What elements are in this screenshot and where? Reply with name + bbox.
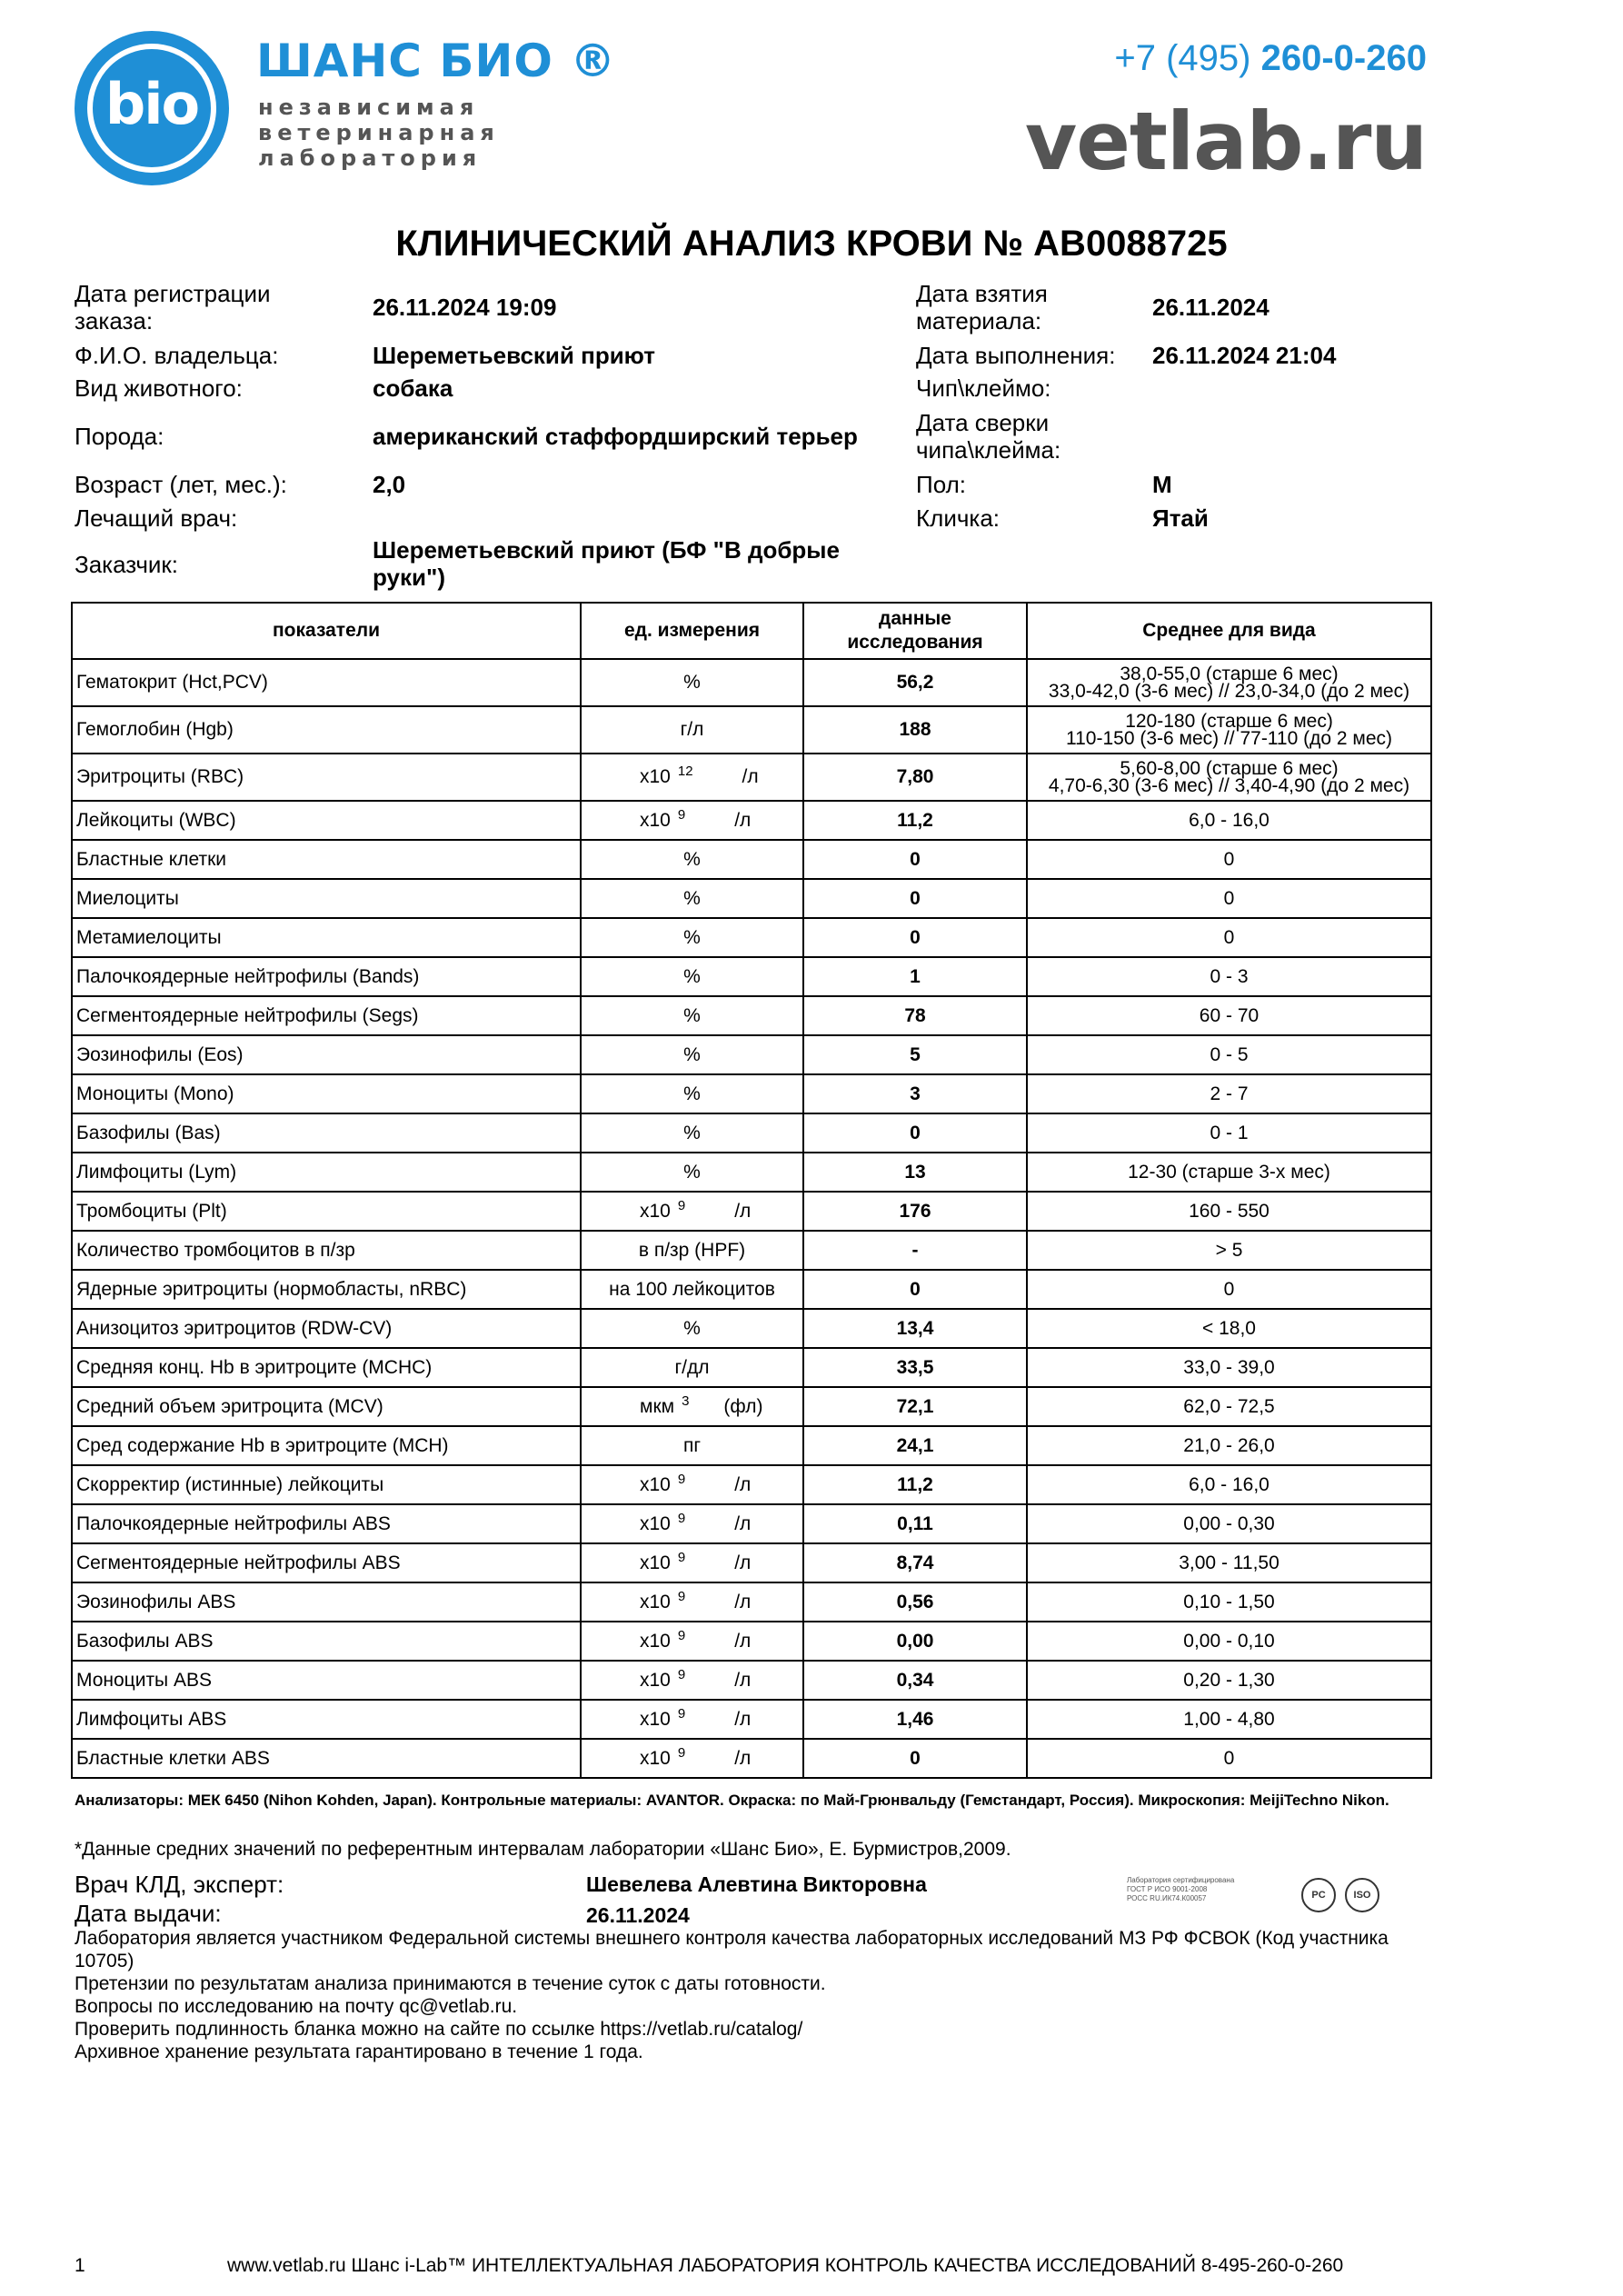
table-row xyxy=(72,1192,1431,1231)
info-value-sex: М xyxy=(1152,471,1172,498)
parameter-name: Скорректир (истинные) лейкоциты xyxy=(72,1465,581,1504)
unit-cell: пг xyxy=(581,1426,803,1465)
table-row xyxy=(72,1035,1431,1074)
results-table xyxy=(71,602,1432,1779)
unit-cell xyxy=(581,1661,803,1700)
unit-cell: % xyxy=(581,996,803,1035)
result-value: - xyxy=(803,1231,1027,1270)
column-header-parameter: показатели xyxy=(72,603,581,659)
unit-exponent: 9 xyxy=(677,1197,686,1213)
info-label-chip-check: Дата сверки чипа\клейма: xyxy=(916,409,1061,464)
reference-range: 6,0 - 16,0 xyxy=(1027,1465,1431,1504)
footer-archive: Архивное хранение результата гарантировано в течение 1 года. xyxy=(75,2041,643,2062)
unit-per: /л xyxy=(734,1512,752,1534)
document-title: КЛИНИЧЕСКИЙ АНАЛИЗ КРОВИ № AB0088725 xyxy=(395,224,1228,264)
reference-range: 60 - 70 xyxy=(1027,996,1431,1035)
info-value-registration: 26.11.2024 19:09 xyxy=(373,294,557,321)
pct-certification-mark: PC xyxy=(1301,1878,1336,1912)
unit-per: /л xyxy=(734,1708,752,1730)
issue-date-label: Дата выдачи: xyxy=(75,1900,222,1927)
unit-cell xyxy=(581,801,803,840)
website-link[interactable]: vetlab.ru xyxy=(1024,95,1427,188)
analyzers-note: Анализаторы: МЕК 6450 (Nihon Kohden, Japan). Контрольные материалы: AVANTOR. Окраска: по Май-Грюнвальду (Гемстандарт, Россия). Микроскопия: MeijiTechno Nikon. xyxy=(75,1792,1389,1809)
info-label-registration: Дата регистрации заказа: xyxy=(75,280,271,334)
unit-per: /л xyxy=(734,1552,752,1573)
certification-block xyxy=(1127,1874,1418,1916)
reference-range: 6,0 - 16,0 xyxy=(1027,801,1431,840)
parameter-name: Тромбоциты (Plt) xyxy=(72,1192,581,1231)
info-value-sampling-date: 26.11.2024 xyxy=(1152,294,1270,321)
result-value: 0 xyxy=(803,1270,1027,1309)
info-label-chip: Чип\клеймо: xyxy=(916,374,1051,402)
result-value: 1 xyxy=(803,957,1027,996)
result-value: 0,00 xyxy=(803,1622,1027,1661)
unit-cell: % xyxy=(581,1035,803,1074)
result-value: 7,80 xyxy=(803,754,1027,801)
table-row xyxy=(72,1543,1431,1582)
unit-cell: % xyxy=(581,840,803,879)
table-row xyxy=(72,1387,1431,1426)
info-label-owner: Ф.И.О. владельца: xyxy=(75,342,279,369)
info-label-completion-date: Дата выполнения: xyxy=(916,342,1116,369)
unit-cell xyxy=(581,754,803,801)
result-value: 24,1 xyxy=(803,1426,1027,1465)
parameter-name: Миелоциты xyxy=(72,879,581,918)
result-value: 5 xyxy=(803,1035,1027,1074)
unit-cell: % xyxy=(581,1074,803,1113)
unit-cell: % xyxy=(581,1113,803,1153)
reference-range: 0,00 - 0,30 xyxy=(1027,1504,1431,1543)
parameter-name: Метамиелоциты xyxy=(72,918,581,957)
parameter-name: Лейкоциты (WBC) xyxy=(72,801,581,840)
unit-cell xyxy=(581,1700,803,1739)
parameter-name: Сегментоядерные нейтрофилы ABS xyxy=(72,1543,581,1582)
info-value-customer: Шереметьевский приют (БФ "В добрые руки") xyxy=(373,536,840,591)
unit-exponent: 9 xyxy=(677,1471,686,1487)
parameter-name: Гематокрит (Hct,PCV) xyxy=(72,659,581,706)
table-row xyxy=(72,1465,1431,1504)
phone-main: 260-0-260 xyxy=(1260,38,1427,78)
unit-cell: на 100 лейкоцитов xyxy=(581,1270,803,1309)
reference-range: 0,20 - 1,30 xyxy=(1027,1661,1431,1700)
page-number: 1 xyxy=(75,2255,85,2276)
parameter-name: Гемоглобин (Hgb) xyxy=(72,706,581,754)
unit-base: x10 xyxy=(640,1630,671,1652)
result-value: 11,2 xyxy=(803,1465,1027,1504)
reference-range: 2 - 7 xyxy=(1027,1074,1431,1113)
info-value-completion-date: 26.11.2024 21:04 xyxy=(1152,342,1337,369)
unit-cell xyxy=(581,1582,803,1622)
reference-range: 1,00 - 4,80 xyxy=(1027,1700,1431,1739)
table-row xyxy=(72,1622,1431,1661)
unit-base: x10 xyxy=(640,1552,671,1573)
table-row xyxy=(72,1661,1431,1700)
unit-base: x10 xyxy=(640,1669,671,1691)
parameter-name: Ядерные эритроциты (нормобласты, nRBC) xyxy=(72,1270,581,1309)
reference-range: 62,0 - 72,5 xyxy=(1027,1387,1431,1426)
unit-per: /л xyxy=(734,1591,752,1612)
parameter-name: Средняя конц. Hb в эритроците (MCHC) xyxy=(72,1348,581,1387)
info-label-species: Вид животного: xyxy=(75,374,243,402)
issue-date-value: 26.11.2024 xyxy=(586,1903,690,1927)
table-row xyxy=(72,754,1431,801)
table-row xyxy=(72,706,1431,754)
parameter-name: Бластные клетки xyxy=(72,840,581,879)
unit-exponent: 9 xyxy=(677,806,686,823)
table-row xyxy=(72,1504,1431,1543)
reference-range: 5,60-8,00 (старше 6 мес) 4,70-6,30 (3-6 мес) // 3,40-4,90 (до 2 мес) xyxy=(1027,754,1431,801)
unit-exponent: 12 xyxy=(677,764,693,779)
info-value-breed: американский стаффордширский терьер xyxy=(373,423,858,450)
info-label-breed: Порода: xyxy=(75,423,164,450)
result-value: 0 xyxy=(803,918,1027,957)
reference-range: 160 - 550 xyxy=(1027,1192,1431,1231)
info-label-customer: Заказчик: xyxy=(75,551,179,578)
unit-exponent: 9 xyxy=(677,1744,686,1761)
parameter-name: Лимфоциты ABS xyxy=(72,1700,581,1739)
table-row xyxy=(72,879,1431,918)
unit-per: (фл) xyxy=(723,1395,763,1417)
table-row xyxy=(72,1309,1431,1348)
result-value: 176 xyxy=(803,1192,1027,1231)
unit-base: x10 xyxy=(640,1591,671,1612)
brand-subtitle-line: ветеринарная xyxy=(258,120,500,145)
info-value-owner: Шереметьевский приют xyxy=(373,342,655,369)
result-value: 188 xyxy=(803,706,1027,754)
reference-range: 0 xyxy=(1027,1270,1431,1309)
reference-range: 0 xyxy=(1027,918,1431,957)
phone-number[interactable] xyxy=(1114,38,1427,79)
parameter-name: Средний объем эритроцита (MCV) xyxy=(72,1387,581,1426)
logo-text: bio xyxy=(105,71,199,137)
unit-per: /л xyxy=(734,1473,752,1495)
table-row xyxy=(72,996,1431,1035)
result-value: 78 xyxy=(803,996,1027,1035)
table-row xyxy=(72,1113,1431,1153)
unit-base: x10 xyxy=(640,766,671,787)
info-label-nickname: Кличка: xyxy=(916,504,1001,532)
parameter-name: Базофилы (Bas) xyxy=(72,1113,581,1153)
unit-cell: % xyxy=(581,1309,803,1348)
unit-per: /л xyxy=(734,809,752,831)
table-row xyxy=(72,1074,1431,1113)
unit-per: /л xyxy=(734,1200,752,1222)
reference-range: 12-30 (старше 3-х мес) xyxy=(1027,1153,1431,1192)
reference-range: 0,10 - 1,50 xyxy=(1027,1582,1431,1622)
result-value: 0,34 xyxy=(803,1661,1027,1700)
footer-claims: Претензии по результатам анализа принимаются в течение суток с даты готовности. xyxy=(75,1973,826,1994)
result-value: 0 xyxy=(803,1113,1027,1153)
column-header-unit: ед. измерения xyxy=(581,603,803,659)
info-value-nickname: Ятай xyxy=(1152,504,1209,532)
result-value: 0 xyxy=(803,840,1027,879)
result-value: 3 xyxy=(803,1074,1027,1113)
reference-range: 0 - 5 xyxy=(1027,1035,1431,1074)
page-footer-text: www.vetlab.ru Шанс i-Lab™ ИНТЕЛЛЕКТУАЛЬНАЯ ЛАБОРАТОРИЯ КОНТРОЛЬ КАЧЕСТВА ИССЛЕДОВАНИЙ 8-495-260-0-260 xyxy=(227,2255,1344,2276)
unit-cell xyxy=(581,1622,803,1661)
info-label-age: Возраст (лет, мес.): xyxy=(75,471,287,498)
unit-cell xyxy=(581,1192,803,1231)
parameter-name: Моноциты (Mono) xyxy=(72,1074,581,1113)
result-value: 13,4 xyxy=(803,1309,1027,1348)
reference-range: 0 xyxy=(1027,879,1431,918)
table-row xyxy=(72,1700,1431,1739)
brand-subtitle-line: независимая xyxy=(258,95,480,120)
reference-range: 0 - 1 xyxy=(1027,1113,1431,1153)
expert-name: Шевелева Алевтина Викторовна xyxy=(586,1872,927,1896)
iso-certification-mark: ISO xyxy=(1345,1878,1379,1912)
result-value: 0,56 xyxy=(803,1582,1027,1622)
table-row xyxy=(72,1231,1431,1270)
brand-subtitle-line: лаборатория xyxy=(258,145,483,171)
parameter-name: Количество тромбоцитов в п/зр xyxy=(72,1231,581,1270)
result-value: 13 xyxy=(803,1153,1027,1192)
phone-prefix: +7 (495) xyxy=(1114,38,1251,78)
unit-base: x10 xyxy=(640,809,671,831)
reference-range: 0 - 3 xyxy=(1027,957,1431,996)
unit-exponent: 9 xyxy=(677,1666,686,1682)
expert-label: Врач КЛД, эксперт: xyxy=(75,1871,284,1898)
table-row xyxy=(72,957,1431,996)
footer-verify: Проверить подлинность бланка можно на сайте по ссылке https://vetlab.ru/catalog/ xyxy=(75,2019,803,2040)
parameter-name: Эозинофилы (Eos) xyxy=(72,1035,581,1074)
unit-base: x10 xyxy=(640,1512,671,1534)
reference-range: 3,00 - 11,50 xyxy=(1027,1543,1431,1582)
unit-cell: % xyxy=(581,879,803,918)
unit-cell: % xyxy=(581,918,803,957)
parameter-name: Лимфоциты (Lym) xyxy=(72,1153,581,1192)
reference-range: < 18,0 xyxy=(1027,1309,1431,1348)
table-row xyxy=(72,1426,1431,1465)
parameter-name: Бластные клетки ABS xyxy=(72,1739,581,1778)
footer-fsvok: Лаборатория является участником Федеральной системы внешнего контроля качества лабораторных исследований МЗ РФ ФСВОК (Код участника 10705) xyxy=(75,1928,1389,1972)
reference-note: *Данные средних значений по референтным интервалам лаборатории «Шанс Био», Е. Бурмистров,2009. xyxy=(75,1839,1011,1860)
unit-exponent: 9 xyxy=(677,1510,686,1526)
reference-range: > 5 xyxy=(1027,1231,1431,1270)
reference-range: 0,00 - 0,10 xyxy=(1027,1622,1431,1661)
unit-base: x10 xyxy=(640,1708,671,1730)
result-value: 1,46 xyxy=(803,1700,1027,1739)
unit-cell: % xyxy=(581,957,803,996)
parameter-name: Сегментоядерные нейтрофилы (Segs) xyxy=(72,996,581,1035)
reference-range: 0 xyxy=(1027,1739,1431,1778)
unit-base: x10 xyxy=(640,1747,671,1769)
parameter-name: Палочкоядерные нейтрофилы ABS xyxy=(72,1504,581,1543)
info-value-species: собака xyxy=(373,374,453,402)
unit-exponent: 9 xyxy=(677,1705,686,1722)
certification-text: Лаборатория сертифицирована ГОСТ Р ИСО 9001-2008 РОСС RU.ИК74.К00057 xyxy=(1127,1876,1235,1902)
table-row xyxy=(72,1270,1431,1309)
unit-exponent: 9 xyxy=(677,1549,686,1565)
unit-cell: г/л xyxy=(581,706,803,754)
unit-base: x10 xyxy=(640,1473,671,1495)
table-row xyxy=(72,1348,1431,1387)
parameter-name: Анизоцитоз эритроцитов (RDW-CV) xyxy=(72,1309,581,1348)
result-value: 0 xyxy=(803,879,1027,918)
unit-cell xyxy=(581,1504,803,1543)
result-value: 0,11 xyxy=(803,1504,1027,1543)
parameter-name: Эритроциты (RBC) xyxy=(72,754,581,801)
lab-logo xyxy=(75,31,229,185)
result-value: 72,1 xyxy=(803,1387,1027,1426)
parameter-name: Сред содержание Hb в эритроците (MCH) xyxy=(72,1426,581,1465)
footer-questions: Вопросы по исследованию на почту qc@vetlab.ru. xyxy=(75,1996,518,2017)
result-value: 56,2 xyxy=(803,659,1027,706)
table-row xyxy=(72,1582,1431,1622)
result-value: 0 xyxy=(803,1739,1027,1778)
reference-range: 38,0-55,0 (старше 6 мес) 33,0-42,0 (3-6 мес) // 23,0-34,0 (до 2 мес) xyxy=(1027,659,1431,706)
info-label-sampling-date: Дата взятия материала: xyxy=(916,280,1048,334)
parameter-name: Палочкоядерные нейтрофилы (Bands) xyxy=(72,957,581,996)
unit-cell: % xyxy=(581,1153,803,1192)
table-row xyxy=(72,840,1431,879)
unit-cell: в п/зр (HPF) xyxy=(581,1231,803,1270)
result-value: 33,5 xyxy=(803,1348,1027,1387)
reference-range: 21,0 - 26,0 xyxy=(1027,1426,1431,1465)
table-row xyxy=(72,659,1431,706)
column-header-reference: Среднее для вида xyxy=(1027,603,1431,659)
unit-per: /л xyxy=(742,766,759,787)
unit-exponent: 9 xyxy=(677,1627,686,1643)
info-label-sex: Пол: xyxy=(916,471,966,498)
unit-exponent: 9 xyxy=(677,1588,686,1604)
parameter-name: Эозинофилы ABS xyxy=(72,1582,581,1622)
unit-cell xyxy=(581,1739,803,1778)
brand-name: ШАНС БИО ® xyxy=(256,35,617,87)
result-value: 8,74 xyxy=(803,1543,1027,1582)
unit-cell: % xyxy=(581,659,803,706)
reference-range: 33,0 - 39,0 xyxy=(1027,1348,1431,1387)
reference-range: 0 xyxy=(1027,840,1431,879)
parameter-name: Моноциты ABS xyxy=(72,1661,581,1700)
info-label-doctor: Лечащий врач: xyxy=(75,504,238,532)
result-value: 11,2 xyxy=(803,801,1027,840)
unit-base: мкм xyxy=(640,1395,675,1417)
unit-base: x10 xyxy=(640,1200,671,1222)
unit-cell: г/дл xyxy=(581,1348,803,1387)
unit-cell xyxy=(581,1465,803,1504)
unit-per: /л xyxy=(734,1669,752,1691)
table-header-row xyxy=(72,603,1431,659)
table-row xyxy=(72,918,1431,957)
unit-cell xyxy=(581,1543,803,1582)
unit-per: /л xyxy=(734,1630,752,1652)
table-row xyxy=(72,801,1431,840)
unit-per: /л xyxy=(734,1747,752,1769)
info-value-age: 2,0 xyxy=(373,471,406,498)
unit-cell xyxy=(581,1387,803,1426)
reference-range: 120-180 (старше 6 мес) 110-150 (3-6 мес) // 77-110 (до 2 мес) xyxy=(1027,706,1431,754)
parameter-name: Базофилы ABS xyxy=(72,1622,581,1661)
unit-exponent: 3 xyxy=(682,1393,690,1409)
table-row xyxy=(72,1739,1431,1778)
column-header-value: данные исследования xyxy=(803,603,1027,659)
results-body xyxy=(72,659,1431,1778)
table-row xyxy=(72,1153,1431,1192)
